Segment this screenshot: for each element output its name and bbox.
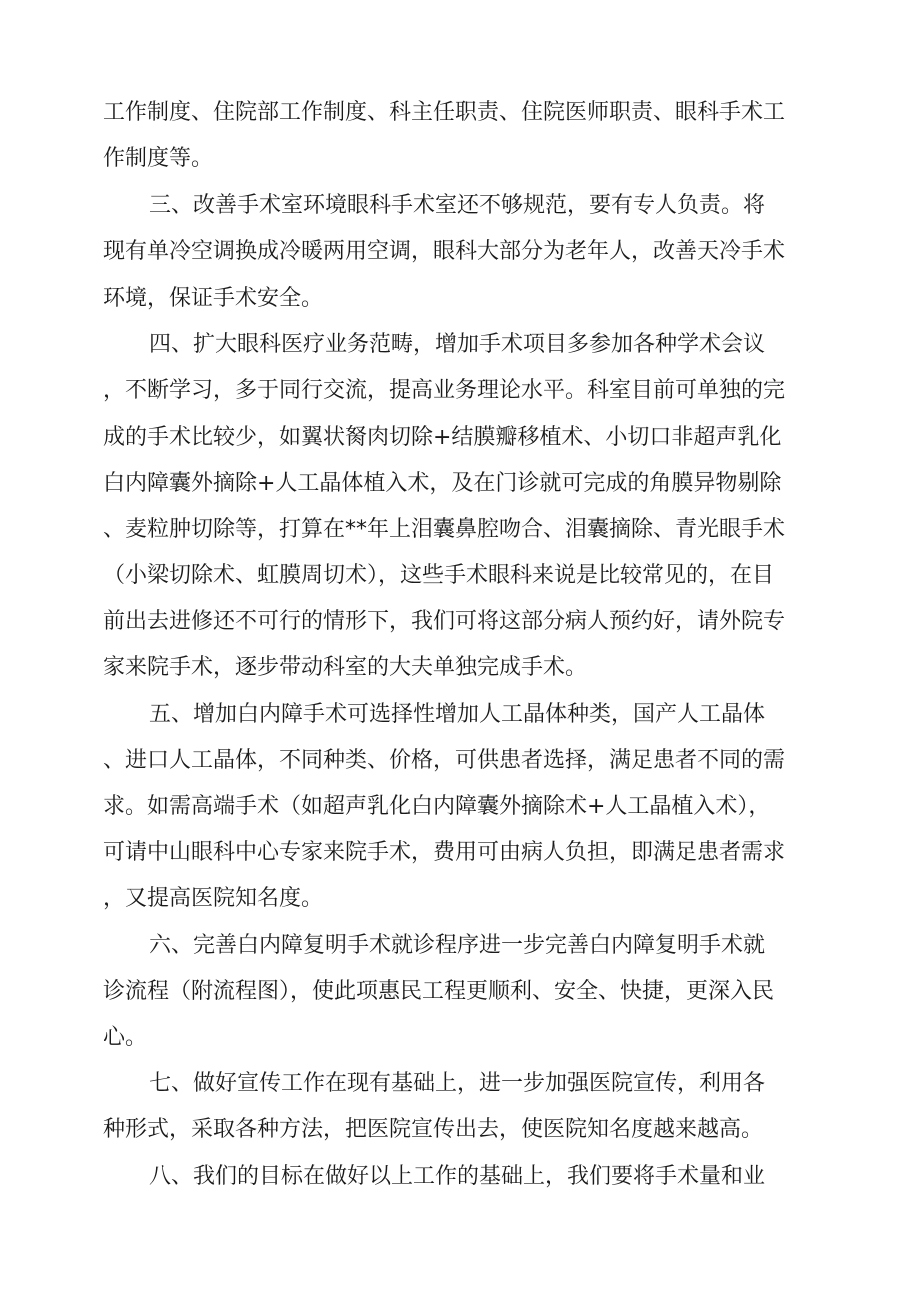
line-text: 、麦粒肿切除等，打算在**年上泪囊鼻腔吻合、泪囊摘除、青光眼手术 [103, 517, 786, 542]
line-text: ，不断学习，多于同行交流，提高业务理论水平。科室目前可单独的完 [103, 378, 786, 403]
line-text: 作制度等。 [103, 146, 214, 171]
text-line [0, 232, 920, 272]
text-line [0, 879, 920, 919]
text-line [0, 1157, 920, 1197]
text-line [0, 926, 920, 966]
text-line [0, 139, 920, 179]
text-line [0, 741, 920, 781]
line-text: 、进口人工晶体，不同种类、价格，可供患者选择，满足患者不同的需 [103, 748, 786, 773]
text-line [0, 325, 920, 365]
line-text: 四、扩大眼科医疗业务范畴，增加手术项目多参加各种学术会议 [149, 332, 766, 357]
line-text: 工作制度、住院部工作制度、科主任职责、住院医师职责、眼科手术工 [103, 100, 786, 125]
text-line [0, 186, 920, 226]
line-text: 白内障囊外摘除+人工晶体植入术，及在门诊就可完成的角膜异物剔除 [103, 471, 782, 496]
text-line [0, 1018, 920, 1058]
line-text: 成的手术比较少，如翼状胬肉切除+结膜瓣移植术、小切口非超声乳化 [103, 425, 782, 450]
text-line [0, 1110, 920, 1150]
line-text: （小梁切除术、虹膜周切术），这些手术眼科来说是比较常见的，在目 [103, 563, 775, 588]
line-text: 种形式，采取各种方法，把医院宣传出去，使医院知名度越来越高。 [103, 1117, 764, 1142]
line-text: 前出去进修还不可行的情形下，我们可将这部分病人预约好，请外院专 [103, 609, 786, 634]
text-line [0, 556, 920, 596]
text-line [0, 648, 920, 688]
text-line [0, 418, 920, 458]
line-text: 心。 [103, 1025, 148, 1050]
text-line [0, 510, 920, 550]
line-text: 六、完善白内障复明手术就诊程序进一步完善白内障复明手术就 [149, 933, 766, 958]
line-text: 现有单冷空调换成冷暖两用空调，眼科大部分为老年人，改善天冷手术 [103, 239, 786, 264]
line-text: 五、增加白内障手术可选择性增加人工晶体种类，国产人工晶体 [149, 702, 766, 727]
text-line [0, 787, 920, 827]
line-text: ，又提高医院知名度。 [103, 886, 324, 911]
line-text: 家来院手术，逐步带动科室的大夫单独完成手术。 [103, 655, 588, 680]
line-text: 环境，保证手术安全。 [103, 286, 324, 311]
text-line [0, 972, 920, 1012]
text-line [0, 602, 920, 642]
text-line [0, 279, 920, 319]
line-text: 可请中山眼科中心专家来院手术，费用可由病人负担，即满足患者需求 [103, 840, 786, 865]
line-text: 三、改善手术室环境眼科手术室还不够规范，要有专人负责。将 [149, 193, 766, 218]
text-line [0, 93, 920, 133]
text-line [0, 695, 920, 735]
text-line [0, 1064, 920, 1104]
text-line [0, 833, 920, 873]
text-line [0, 464, 920, 504]
line-text: 求。如需高端手术（如超声乳化白内障囊外摘除术+人工晶植入术）， [103, 794, 771, 819]
line-text: 七、做好宣传工作在现有基础上，进一步加强医院宣传，利用各 [149, 1071, 766, 1096]
text-line [0, 371, 920, 411]
line-text: 诊流程（附流程图），使此项惠民工程更顺利、安全、快捷，更深入民 [103, 979, 775, 1004]
line-text: 八、我们的目标在做好以上工作的基础上，我们要将手术量和业 [149, 1164, 766, 1189]
